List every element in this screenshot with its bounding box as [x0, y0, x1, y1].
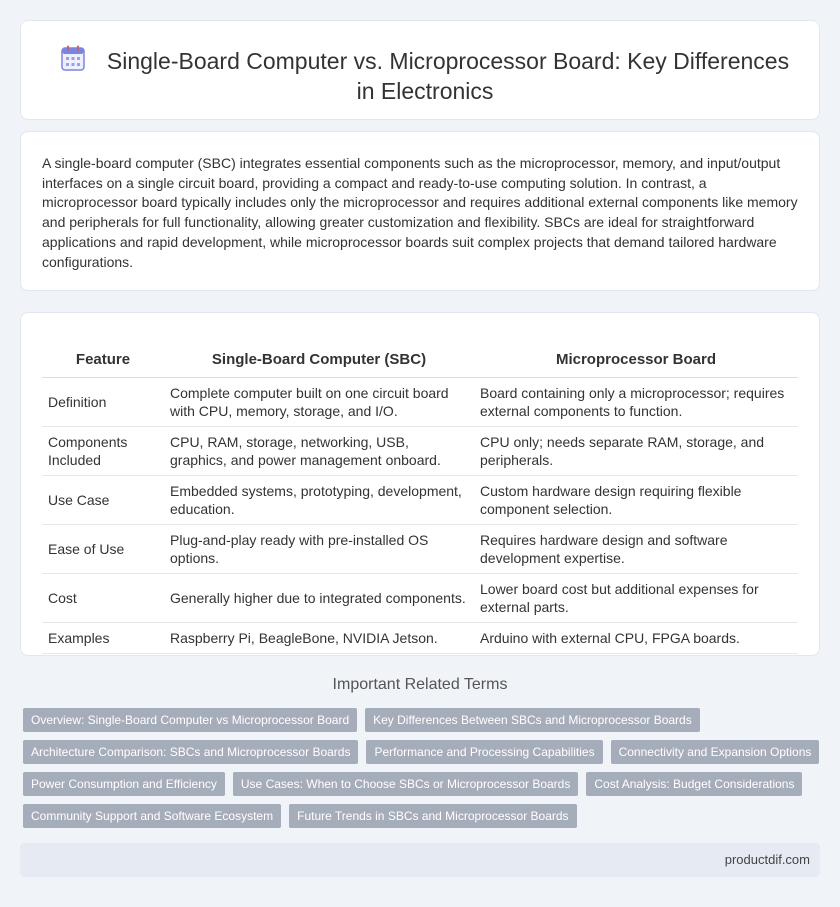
header-sbc: Single-Board Computer (SBC)	[164, 333, 474, 377]
comparison-card	[20, 312, 820, 656]
table-row	[42, 377, 798, 426]
feature-cell: Examples	[42, 622, 164, 653]
tag-row	[23, 772, 823, 796]
related-term-tag[interactable]: Connectivity and Expansion Options	[611, 740, 820, 764]
table-row	[42, 524, 798, 573]
related-term-tag[interactable]: Key Differences Between SBCs and Microprocessor Boards	[365, 708, 700, 732]
related-terms-title: Important Related Terms	[332, 676, 508, 693]
tag-row	[23, 804, 823, 828]
related-term-tag[interactable]: Community Support and Software Ecosystem	[23, 804, 281, 828]
feature-cell: Components Included	[42, 426, 164, 475]
table-row	[42, 475, 798, 524]
page-title: Single-Board Computer vs. Microprocessor Board: Key Differences in Electronics	[106, 48, 790, 104]
microprocessor-cell: Lower board cost but additional expenses for external parts.	[474, 573, 798, 622]
microprocessor-cell: Board containing only a microprocessor; requires external components to function.	[474, 377, 798, 426]
intro-card	[20, 131, 820, 291]
tag-row	[23, 708, 823, 732]
related-term-tag[interactable]: Power Consumption and Efficiency	[23, 772, 225, 796]
header-feature: Feature	[42, 333, 164, 377]
feature-cell: Ease of Use	[42, 524, 164, 573]
header-microprocessor: Microprocessor Board	[474, 333, 798, 377]
microprocessor-cell: Requires hardware design and software development expertise.	[474, 524, 798, 573]
related-term-tag[interactable]: Use Cases: When to Choose SBCs or Microprocessor Boards	[233, 772, 578, 796]
intro-paragraph: A single-board computer (SBC) integrates essential components such as the microprocessor, memory, and input/output interfaces on a single circuit board, providing a compact and ready-to-use computing solution. In contrast, a microprocessor board typically includes only the microprocessor and requires additional external components like memory and peripherals for full functionality, allowing greater customization and flexibility. SBCs are ideal for straightforward applications and rapid development, while microprocessor boards suit complex projects that demand tailored hardware configurations.	[42, 155, 798, 270]
footer-site-link[interactable]: productdif.com	[724, 852, 810, 867]
comparison-table	[42, 333, 798, 654]
header-card	[20, 20, 820, 120]
page-title-wrap	[51, 45, 799, 106]
microprocessor-cell: Arduino with external CPU, FPGA boards.	[474, 622, 798, 653]
microprocessor-cell: CPU only; needs separate RAM, storage, and peripherals.	[474, 426, 798, 475]
sbc-cell: Embedded systems, prototyping, development, education.	[164, 475, 474, 524]
sbc-cell: CPU, RAM, storage, networking, USB, graphics, and power management onboard.	[164, 426, 474, 475]
feature-cell: Use Case	[42, 475, 164, 524]
sbc-cell: Complete computer built on one circuit board with CPU, memory, storage, and I/O.	[164, 377, 474, 426]
sbc-cell: Generally higher due to integrated components.	[164, 573, 474, 622]
feature-cell: Cost	[42, 573, 164, 622]
table-row	[42, 573, 798, 622]
related-terms-list	[23, 708, 823, 836]
tag-row	[23, 740, 823, 764]
footer	[20, 843, 820, 877]
sbc-cell: Plug-and-play ready with pre-installed OS options.	[164, 524, 474, 573]
related-term-tag[interactable]: Architecture Comparison: SBCs and Microprocessor Boards	[23, 740, 358, 764]
sbc-cell: Raspberry Pi, BeagleBone, NVIDIA Jetson.	[164, 622, 474, 653]
related-term-tag[interactable]: Future Trends in SBCs and Microprocessor Boards	[289, 804, 576, 828]
table-row	[42, 426, 798, 475]
calendar-icon	[61, 45, 85, 71]
table-header-row	[42, 333, 798, 377]
table-row	[42, 622, 798, 653]
related-term-tag[interactable]: Overview: Single-Board Computer vs Microprocessor Board	[23, 708, 357, 732]
related-term-tag[interactable]: Performance and Processing Capabilities	[366, 740, 602, 764]
microprocessor-cell: Custom hardware design requiring flexible component selection.	[474, 475, 798, 524]
feature-cell: Definition	[42, 377, 164, 426]
related-term-tag[interactable]: Cost Analysis: Budget Considerations	[586, 772, 802, 796]
